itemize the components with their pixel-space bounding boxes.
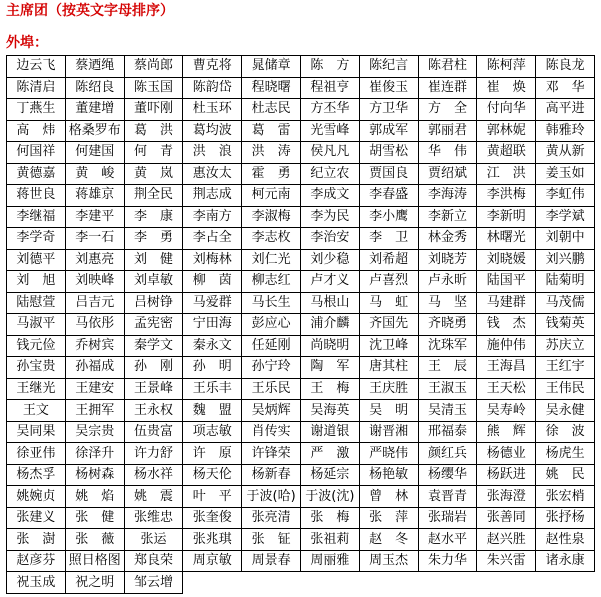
member-name-cell: 于波(哈) xyxy=(242,486,301,508)
member-name-cell: 施仲伟 xyxy=(477,335,536,357)
member-name-cell: 吴同果 xyxy=(7,421,66,443)
member-name-cell: 张 澍 xyxy=(7,529,66,551)
member-name-cell: 吴炳辉 xyxy=(242,400,301,422)
empty-cell xyxy=(536,572,595,594)
member-name-cell: 于波(沈) xyxy=(300,486,359,508)
member-name-cell: 刘映峰 xyxy=(65,271,124,293)
member-name-cell: 王拥军 xyxy=(65,400,124,422)
member-name-cell: 朱兴雷 xyxy=(477,550,536,572)
member-name-cell: 浦介麟 xyxy=(300,314,359,336)
member-name-cell: 光雪峰 xyxy=(300,120,359,142)
member-name-cell: 李一石 xyxy=(65,228,124,250)
member-name-cell: 霍 勇 xyxy=(242,163,301,185)
member-name-cell: 李志枚 xyxy=(242,228,301,250)
member-name-cell: 陈纪言 xyxy=(359,56,418,78)
member-name-cell: 许锋荣 xyxy=(242,443,301,465)
member-name-cell: 钱 杰 xyxy=(477,314,536,336)
member-name-cell: 孙福成 xyxy=(65,357,124,379)
roster-row xyxy=(7,357,595,379)
member-name-cell: 惠汝太 xyxy=(183,163,242,185)
member-name-cell: 伍贵富 xyxy=(124,421,183,443)
member-name-cell: 谢晋湘 xyxy=(359,421,418,443)
member-name-cell: 马根山 xyxy=(300,292,359,314)
roster-row xyxy=(7,507,595,529)
member-name-cell: 宁田海 xyxy=(183,314,242,336)
roster-row xyxy=(7,529,595,551)
roster-row xyxy=(7,206,595,228)
member-name-cell: 周景春 xyxy=(242,550,301,572)
member-name-cell: 严 激 xyxy=(300,443,359,465)
member-name-cell: 魏 盟 xyxy=(183,400,242,422)
member-name-cell: 任延刚 xyxy=(242,335,301,357)
member-name-cell: 齐晓勇 xyxy=(418,314,477,336)
roster-row xyxy=(7,120,595,142)
member-name-cell: 刘少稳 xyxy=(300,249,359,271)
member-name-cell: 秦学文 xyxy=(124,335,183,357)
member-name-cell: 董吓刚 xyxy=(124,99,183,121)
member-name-cell: 杨德业 xyxy=(477,443,536,465)
member-name-cell: 杨天伦 xyxy=(183,464,242,486)
member-name-cell: 晁储章 xyxy=(242,56,301,78)
member-name-cell: 黄 峻 xyxy=(65,163,124,185)
member-name-cell: 李海涛 xyxy=(418,185,477,207)
member-name-cell: 姚婉贞 xyxy=(7,486,66,508)
roster-row xyxy=(7,163,595,185)
member-name-cell: 蔡尚郎 xyxy=(124,56,183,78)
member-name-cell: 高平进 xyxy=(536,99,595,121)
member-name-cell: 秦永文 xyxy=(183,335,242,357)
member-name-cell: 杨跃进 xyxy=(477,464,536,486)
member-name-cell: 方卫华 xyxy=(359,99,418,121)
member-name-cell: 黄德嘉 xyxy=(7,163,66,185)
roster-row xyxy=(7,249,595,271)
member-name-cell: 钱菊英 xyxy=(536,314,595,336)
member-name-cell: 李南方 xyxy=(183,206,242,228)
member-name-cell: 张 健 xyxy=(65,507,124,529)
member-name-cell: 卢喜烈 xyxy=(359,271,418,293)
member-name-cell: 李为民 xyxy=(300,206,359,228)
member-name-cell: 陈 方 xyxy=(300,56,359,78)
member-name-cell: 赵彦芬 xyxy=(7,550,66,572)
member-name-cell: 王天松 xyxy=(477,378,536,400)
member-name-cell: 韩雅玲 xyxy=(536,120,595,142)
empty-cell xyxy=(359,572,418,594)
member-name-cell: 王 辰 xyxy=(418,357,477,379)
member-name-cell: 李建平 xyxy=(65,206,124,228)
member-name-cell: 陈绍良 xyxy=(65,77,124,99)
member-name-cell: 刘卓敏 xyxy=(124,271,183,293)
roster-row xyxy=(7,99,595,121)
member-name-cell: 李治安 xyxy=(300,228,359,250)
member-name-cell: 孙 刚 xyxy=(124,357,183,379)
member-name-cell: 杜志民 xyxy=(242,99,301,121)
member-name-cell: 李小鹰 xyxy=(359,206,418,228)
member-name-cell: 陆国平 xyxy=(477,271,536,293)
member-name-cell: 何 青 xyxy=(124,142,183,164)
member-name-cell: 何建国 xyxy=(65,142,124,164)
member-name-cell: 王淑玉 xyxy=(418,378,477,400)
member-name-cell: 杨杰孚 xyxy=(7,464,66,486)
member-name-cell: 周玉杰 xyxy=(359,550,418,572)
member-name-cell: 边云飞 xyxy=(7,56,66,78)
member-name-cell: 曹克将 xyxy=(183,56,242,78)
member-name-cell: 丁燕生 xyxy=(7,99,66,121)
member-name-cell: 张维忠 xyxy=(124,507,183,529)
member-name-cell: 王 梅 xyxy=(300,378,359,400)
member-name-cell: 李淑梅 xyxy=(242,206,301,228)
member-name-cell: 陆慰萱 xyxy=(7,292,66,314)
member-name-cell: 林曙光 xyxy=(477,228,536,250)
member-name-cell: 蔡迺绳 xyxy=(65,56,124,78)
member-name-cell: 贾国良 xyxy=(359,163,418,185)
member-name-cell: 李 康 xyxy=(124,206,183,228)
member-name-cell: 张建义 xyxy=(7,507,66,529)
member-name-cell: 刘惠亮 xyxy=(65,249,124,271)
roster-row xyxy=(7,400,595,422)
member-name-cell: 曾 林 xyxy=(359,486,418,508)
member-name-cell: 孙 明 xyxy=(183,357,242,379)
member-name-cell: 王伟民 xyxy=(536,378,595,400)
member-name-cell: 项志敏 xyxy=(183,421,242,443)
member-name-cell: 杨缨华 xyxy=(418,464,477,486)
member-name-cell: 吕吉元 xyxy=(65,292,124,314)
member-name-cell: 柳志红 xyxy=(242,271,301,293)
member-name-cell: 刘 健 xyxy=(124,249,183,271)
member-name-cell: 朱力华 xyxy=(418,550,477,572)
member-name-cell: 崔连群 xyxy=(418,77,477,99)
member-name-cell: 刘晓芳 xyxy=(418,249,477,271)
member-roster-table xyxy=(6,55,595,594)
member-name-cell: 严晓伟 xyxy=(359,443,418,465)
member-name-cell: 方 全 xyxy=(418,99,477,121)
roster-row xyxy=(7,421,595,443)
member-name-cell: 方丕华 xyxy=(300,99,359,121)
member-name-cell: 陆菊明 xyxy=(536,271,595,293)
roster-row xyxy=(7,228,595,250)
member-name-cell: 洪 涛 xyxy=(242,142,301,164)
member-name-cell: 张运 xyxy=(124,529,183,551)
member-name-cell: 姜玉如 xyxy=(536,163,595,185)
roster-row xyxy=(7,486,595,508)
member-name-cell: 刘仁光 xyxy=(242,249,301,271)
roster-row xyxy=(7,378,595,400)
member-name-cell: 张 钲 xyxy=(242,529,301,551)
member-name-cell: 张 萍 xyxy=(359,507,418,529)
member-name-cell: 董建增 xyxy=(65,99,124,121)
member-name-cell: 许 原 xyxy=(183,443,242,465)
roster-row xyxy=(7,185,595,207)
member-name-cell: 马淑平 xyxy=(7,314,66,336)
member-name-cell: 荆全民 xyxy=(124,185,183,207)
member-name-cell: 孙宝贵 xyxy=(7,357,66,379)
member-name-cell: 林金秀 xyxy=(418,228,477,250)
member-name-cell: 王红宇 xyxy=(536,357,595,379)
member-name-cell: 郭林妮 xyxy=(477,120,536,142)
member-name-cell: 张海澄 xyxy=(477,486,536,508)
member-name-cell: 李学斌 xyxy=(536,206,595,228)
member-name-cell: 颜红兵 xyxy=(418,443,477,465)
member-name-cell: 卢才义 xyxy=(300,271,359,293)
presidium-heading: 主席团（按英文字母排序） xyxy=(6,3,174,19)
member-name-cell: 刘希超 xyxy=(359,249,418,271)
member-name-cell: 张抒杨 xyxy=(536,507,595,529)
member-name-cell: 熊 辉 xyxy=(477,421,536,443)
member-name-cell: 陶 军 xyxy=(300,357,359,379)
member-name-cell: 杨新春 xyxy=(242,464,301,486)
member-name-cell: 张 梅 xyxy=(300,507,359,529)
member-name-cell: 王景峰 xyxy=(124,378,183,400)
member-name-cell: 王文 xyxy=(7,400,66,422)
member-name-cell: 王海昌 xyxy=(477,357,536,379)
member-name-cell: 杨水祥 xyxy=(124,464,183,486)
member-name-cell: 李占全 xyxy=(183,228,242,250)
member-name-cell: 陈韵岱 xyxy=(183,77,242,99)
member-name-cell: 陈君柱 xyxy=(418,56,477,78)
member-name-cell: 陈柯萍 xyxy=(477,56,536,78)
member-name-cell: 王永权 xyxy=(124,400,183,422)
member-name-cell: 杨艳敏 xyxy=(359,464,418,486)
member-name-cell: 钱元俭 xyxy=(7,335,66,357)
empty-cell xyxy=(183,572,242,594)
member-name-cell: 高 炜 xyxy=(7,120,66,142)
member-name-cell: 王乐丰 xyxy=(183,378,242,400)
member-name-cell: 崔 焕 xyxy=(477,77,536,99)
member-name-cell: 尚晓明 xyxy=(300,335,359,357)
member-name-cell: 张善同 xyxy=(477,507,536,529)
member-name-cell: 格桑罗布 xyxy=(65,120,124,142)
member-name-cell: 沈卫峰 xyxy=(359,335,418,357)
member-name-cell: 李洪梅 xyxy=(477,185,536,207)
member-name-cell: 崔俊玉 xyxy=(359,77,418,99)
member-name-cell: 杨虎生 xyxy=(536,443,595,465)
member-name-cell: 吴 明 xyxy=(359,400,418,422)
member-name-cell: 乔树宾 xyxy=(65,335,124,357)
member-name-cell: 马茂儒 xyxy=(536,292,595,314)
member-name-cell: 李继福 xyxy=(7,206,66,228)
member-name-cell: 杜玉环 xyxy=(183,99,242,121)
member-name-cell: 张宏梢 xyxy=(536,486,595,508)
member-name-cell: 齐国先 xyxy=(359,314,418,336)
member-name-cell: 赵水平 xyxy=(418,529,477,551)
member-name-cell: 胡雪松 xyxy=(359,142,418,164)
member-name-cell: 洪 浪 xyxy=(183,142,242,164)
roster-row xyxy=(7,443,595,465)
member-name-cell: 周京敏 xyxy=(183,550,242,572)
member-name-cell: 吴永健 xyxy=(536,400,595,422)
empty-cell xyxy=(418,572,477,594)
member-name-cell: 吕树铮 xyxy=(124,292,183,314)
member-name-cell: 蒋雄京 xyxy=(65,185,124,207)
member-name-cell: 黄从新 xyxy=(536,142,595,164)
member-name-cell: 肖传实 xyxy=(242,421,301,443)
empty-cell xyxy=(477,572,536,594)
member-name-cell: 李成文 xyxy=(300,185,359,207)
member-name-cell: 李 卫 xyxy=(359,228,418,250)
member-name-cell: 吴海英 xyxy=(300,400,359,422)
member-name-cell: 苏庆立 xyxy=(536,335,595,357)
member-name-cell: 刘晓媛 xyxy=(477,249,536,271)
roster-row xyxy=(7,142,595,164)
member-name-cell: 张兆琪 xyxy=(183,529,242,551)
member-name-cell: 付向华 xyxy=(477,99,536,121)
member-name-cell: 陈清启 xyxy=(7,77,66,99)
member-name-cell: 许力舒 xyxy=(124,443,183,465)
member-name-cell: 赵 冬 xyxy=(359,529,418,551)
member-name-cell: 杨延宗 xyxy=(300,464,359,486)
member-name-cell: 程祖亨 xyxy=(300,77,359,99)
member-name-cell: 华 伟 xyxy=(418,142,477,164)
member-name-cell: 张祖莉 xyxy=(300,529,359,551)
overseas-heading: 外埠： xyxy=(6,35,48,51)
member-name-cell: 王乐民 xyxy=(242,378,301,400)
member-name-cell: 葛 洪 xyxy=(124,120,183,142)
member-name-cell: 王庆胜 xyxy=(359,378,418,400)
member-name-cell: 照日格图 xyxy=(65,550,124,572)
member-name-cell: 周丽雅 xyxy=(300,550,359,572)
member-name-cell: 柯元南 xyxy=(242,185,301,207)
member-name-cell: 贾绍斌 xyxy=(418,163,477,185)
member-name-cell: 马爱群 xyxy=(183,292,242,314)
member-name-cell: 柳 茵 xyxy=(183,271,242,293)
member-name-cell: 卢永昕 xyxy=(418,271,477,293)
empty-cell xyxy=(242,572,301,594)
roster-row xyxy=(7,314,595,336)
member-name-cell: 黄 岚 xyxy=(124,163,183,185)
member-name-cell: 吴宗贵 xyxy=(65,421,124,443)
member-name-cell: 姚 震 xyxy=(124,486,183,508)
roster-row xyxy=(7,56,595,78)
roster-row xyxy=(7,271,595,293)
member-name-cell: 赵兴胜 xyxy=(477,529,536,551)
member-name-cell: 马 坚 xyxy=(418,292,477,314)
roster-row xyxy=(7,550,595,572)
member-name-cell: 陈玉国 xyxy=(124,77,183,99)
member-name-cell: 王建安 xyxy=(65,378,124,400)
member-name-cell: 何国祥 xyxy=(7,142,66,164)
member-name-cell: 诸永康 xyxy=(536,550,595,572)
roster-row xyxy=(7,292,595,314)
member-name-cell: 荆志成 xyxy=(183,185,242,207)
member-name-cell: 黄超联 xyxy=(477,142,536,164)
roster-row xyxy=(7,572,595,594)
member-name-cell: 李 勇 xyxy=(124,228,183,250)
member-name-cell: 姚 民 xyxy=(536,464,595,486)
member-name-cell: 杨树森 xyxy=(65,464,124,486)
member-name-cell: 刘德平 xyxy=(7,249,66,271)
member-name-cell: 邓 华 xyxy=(536,77,595,99)
member-name-cell: 侯凡凡 xyxy=(300,142,359,164)
roster-row xyxy=(7,464,595,486)
member-name-cell: 吴清玉 xyxy=(418,400,477,422)
member-name-cell: 纪立农 xyxy=(300,163,359,185)
member-name-cell: 袁晋青 xyxy=(418,486,477,508)
member-name-cell: 孙宁玲 xyxy=(242,357,301,379)
member-name-cell: 张瑞岩 xyxy=(418,507,477,529)
member-name-cell: 郭丽君 xyxy=(418,120,477,142)
member-name-cell: 李学奇 xyxy=(7,228,66,250)
member-name-cell: 徐亚伟 xyxy=(7,443,66,465)
member-name-cell: 邹云增 xyxy=(124,572,183,594)
member-roster-body xyxy=(7,56,595,594)
member-name-cell: 吴寿岭 xyxy=(477,400,536,422)
member-name-cell: 刘 旭 xyxy=(7,271,66,293)
member-name-cell: 刘朝中 xyxy=(536,228,595,250)
member-name-cell: 李新立 xyxy=(418,206,477,228)
member-name-cell: 彭应心 xyxy=(242,314,301,336)
member-name-cell: 唐其柱 xyxy=(359,357,418,379)
member-name-cell: 叶 平 xyxy=(183,486,242,508)
member-name-cell: 李新明 xyxy=(477,206,536,228)
member-name-cell: 程晓曙 xyxy=(242,77,301,99)
member-name-cell: 张奎俊 xyxy=(183,507,242,529)
member-name-cell: 沈珠军 xyxy=(418,335,477,357)
member-name-cell: 张亮清 xyxy=(242,507,301,529)
member-name-cell: 马依彤 xyxy=(65,314,124,336)
member-name-cell: 李虹伟 xyxy=(536,185,595,207)
member-name-cell: 徐泽升 xyxy=(65,443,124,465)
member-name-cell: 刘兴鹏 xyxy=(536,249,595,271)
member-name-cell: 张 薇 xyxy=(65,529,124,551)
member-name-cell: 祝玉成 xyxy=(7,572,66,594)
member-name-cell: 葛 雷 xyxy=(242,120,301,142)
roster-row xyxy=(7,335,595,357)
empty-cell xyxy=(300,572,359,594)
roster-row xyxy=(7,77,595,99)
member-name-cell: 郭成军 xyxy=(359,120,418,142)
member-name-cell: 徐 波 xyxy=(536,421,595,443)
member-name-cell: 江 洪 xyxy=(477,163,536,185)
member-name-cell: 马 虹 xyxy=(359,292,418,314)
member-name-cell: 李春盛 xyxy=(359,185,418,207)
member-name-cell: 祝之明 xyxy=(65,572,124,594)
member-name-cell: 邢福泰 xyxy=(418,421,477,443)
member-name-cell: 王继光 xyxy=(7,378,66,400)
member-name-cell: 赵性泉 xyxy=(536,529,595,551)
member-name-cell: 葛均波 xyxy=(183,120,242,142)
member-name-cell: 马长生 xyxy=(242,292,301,314)
member-name-cell: 陈良龙 xyxy=(536,56,595,78)
member-name-cell: 孟宪密 xyxy=(124,314,183,336)
member-name-cell: 蒋世良 xyxy=(7,185,66,207)
member-name-cell: 姚 焰 xyxy=(65,486,124,508)
member-name-cell: 郑良荣 xyxy=(124,550,183,572)
member-name-cell: 马建群 xyxy=(477,292,536,314)
member-name-cell: 谢道银 xyxy=(300,421,359,443)
member-name-cell: 刘梅林 xyxy=(183,249,242,271)
